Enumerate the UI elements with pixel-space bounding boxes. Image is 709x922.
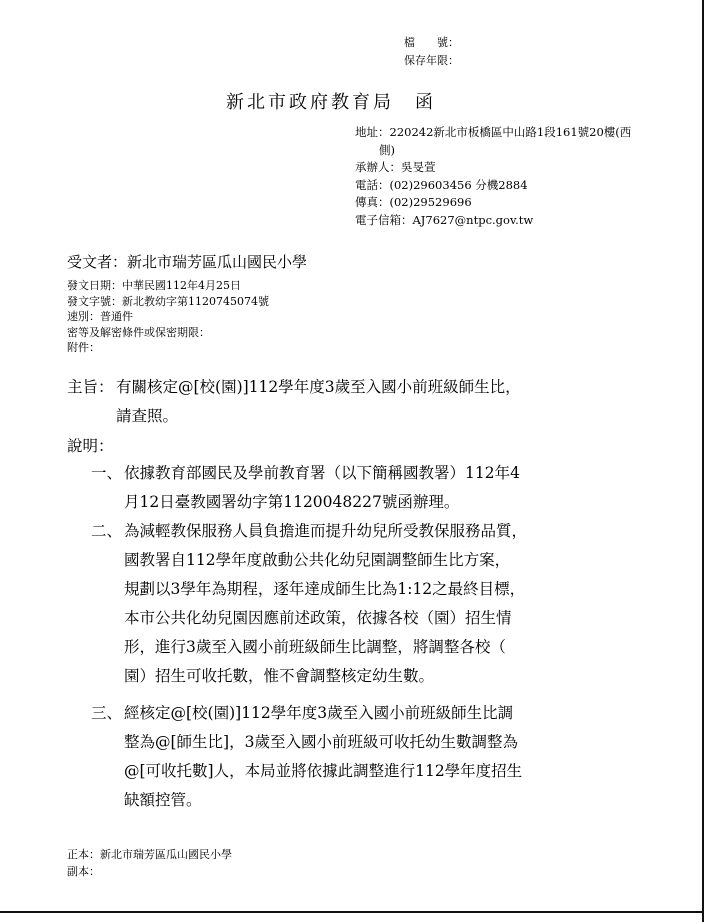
item-2-line-4: 本市公共化幼兒園因應前述政策，依據各校（園）招生情 xyxy=(124,609,512,627)
item-3-line-2: 整為@[師生比]，3歲至入國小前班級可收托幼生數調整為 xyxy=(124,733,518,751)
item-3-line-1: 經核定@[校(園)]112學年度3歲至入國小前班級師生比調 xyxy=(124,704,514,722)
explanation-label: 說明： xyxy=(67,437,114,455)
original-recipient: 正本：新北市瑞芳區瓜山國民小學 xyxy=(67,848,232,861)
retention-period-label: 保存年限： xyxy=(404,54,459,67)
page-border-right xyxy=(702,0,704,922)
subject-line-2: 請查照。 xyxy=(116,407,179,425)
subject-label: 主旨： xyxy=(67,378,114,396)
item-2-line-6: 園）招生可收托數，惟不會調整核定幼生數。 xyxy=(124,667,435,685)
item-2-line-5: 形，進行3歲至入國小前班級師生比調整，將調整各校（ xyxy=(124,638,506,656)
issue-date: 發文日期：中華民國112年4月25日 xyxy=(67,279,241,292)
subject-line-1: 有關核定@[校(園)]112學年度3歲至入國小前班級師生比， xyxy=(116,378,521,396)
attachment: 附件： xyxy=(67,341,100,354)
handler: 承辦人：吳旻萱 xyxy=(355,160,436,174)
contact-block xyxy=(355,124,631,229)
fax: 傳真：(02)29529696 xyxy=(355,195,472,209)
delivery-speed: 速別：普通件 xyxy=(67,310,133,323)
item-1-line-1: 依據教育部國民及學前教育署（以下簡稱國教署）112年4 xyxy=(124,464,520,482)
copy-recipient: 副本： xyxy=(67,865,100,878)
recipient: 受文者：新北市瑞芳區瓜山國民小學 xyxy=(67,253,308,271)
phone: 電話：(02)29603456 分機2884 xyxy=(355,177,528,192)
item-3-number: 三、 xyxy=(91,704,123,722)
footer-block xyxy=(67,846,232,880)
item-2-line-1: 為減輕教保服務人員負擔進而提升幼兒所受教保服務品質， xyxy=(124,522,528,540)
item-1-line-2: 月12日臺教國署幼字第1120048227號函辦理。 xyxy=(124,493,460,511)
item-1-number: 一、 xyxy=(91,464,123,482)
page-border-bottom xyxy=(0,911,704,913)
item-2-number: 二、 xyxy=(91,522,123,540)
address-line-1: 地址：220242新北市板橋區中山路1段161號20樓(西 xyxy=(355,125,632,139)
address-line-2: 側) xyxy=(379,142,395,157)
document-number: 發文字號：新北教幼字第1120745074號 xyxy=(67,294,269,308)
item-3-line-4: 缺額控管。 xyxy=(124,791,202,809)
agency-title: 新北市政府教育局 函 xyxy=(226,92,436,113)
item-3-line-3: @[可收托數]人，本局並將依據此調整進行112學年度招生 xyxy=(124,762,523,780)
item-2-line-2: 國教署自112學年度啟動公共化幼兒園調整師生比方案， xyxy=(124,551,511,569)
meta-block xyxy=(67,278,269,356)
file-number-label: 檔 號： xyxy=(404,36,459,49)
email: 電子信箱：AJ7627@ntpc.gov.tw xyxy=(355,212,534,227)
item-2-line-3: 規劃以3學年為期程，逐年達成師生比為1:12之最終目標， xyxy=(124,580,526,598)
secrecy-level: 密等及解密條件或保密期限： xyxy=(67,325,210,339)
